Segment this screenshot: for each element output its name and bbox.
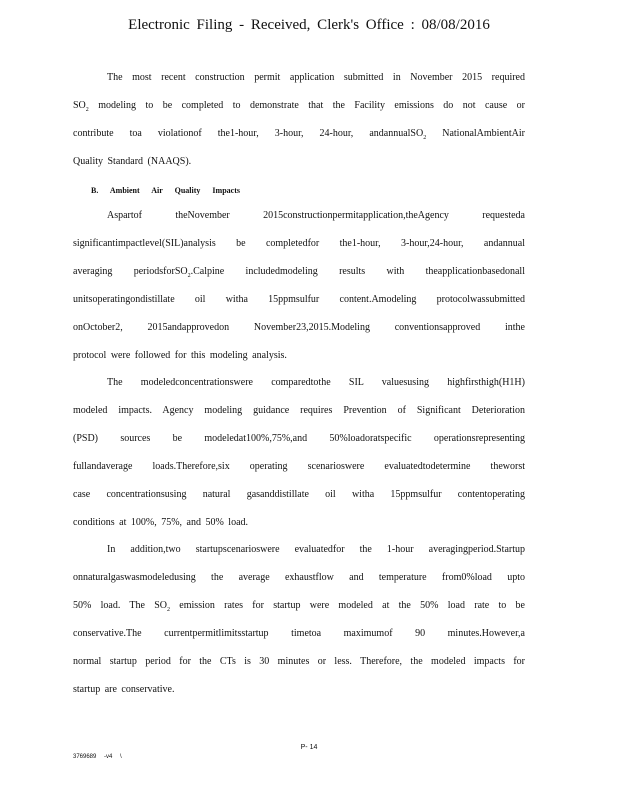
text-line: onnaturalgaswasmodeledusing the average exhaustflow and temperature from0%load upto [73,572,525,583]
text-line: onOctober2, 2015andapprovedon November23,2015.Modeling conventionsapproved inthe [73,322,525,333]
text-line: significantimpactlevel(SIL)analysis be completedfor the1-hour, 3-hour,24-hour, andannual [73,238,525,249]
text-line: case concentrationsusing natural gasanddistillate oil witha 15ppmsulfur contentoperating [73,489,525,500]
text-line: Quality Standard (NAAQS). [73,156,192,167]
text-line: unitsoperatingondistillate oil witha 15ppmsulfur content.Amodeling protocolwassubmitted [73,294,525,305]
text-line: modeled impacts. Agency modeling guidance requires Prevention of Significant Deterioration [73,405,525,416]
text-line: averaging periodsforSO$_2$.Calpine includedmodeling results with theapplicationbasedonall [73,266,525,279]
text-line: (PSD) sources be modeledat100%,75%,and 50%loadoratspecific operationsrepresenting [73,433,525,444]
text-line: contribute toa violationof the1-hour, 3-hour, 24-hour, andannualSO$_2$ NationalAmbientAir [73,128,525,141]
text-line: In addition,two startupscenarioswere evaluatedfor the 1-hour averagingperiod.Startup [107,544,525,555]
text-line: fullandaverage loads.Therefore,six operating scenarioswere evaluatedtodetermine theworst [73,461,525,472]
text-line: conditions at 100%, 75%, and 50% load. [73,517,249,528]
text-line: $SO_2$ modeling to be completed to demonstrate that the Facility emissions do not cause or [73,100,525,113]
document-id: 3769689 -v4 \ [73,754,122,760]
text-line: 50% load. The $SO_2$ emission rates for startup were modeled at the 50% load rate to be [73,600,525,613]
page-number: P- 14 [300,744,318,751]
text-line: normal startup period for the CTs is 30 minutes or less. Therefore, the modeled impacts for [73,656,525,667]
text-line: protocol were followed for this modeling analysis. [73,350,287,361]
filing-stamp-header: Electronic Filing - Received, Clerk's Office : 08/08/2016 [128,17,490,33]
text-line: startup are conservative. [73,684,175,695]
text-line: The modeledconcentrationswere comparedtothe SIL valuesusing highfirsthigh(H1H) [107,377,525,388]
text-line: The most recent construction permit application submitted in November 2015 required [107,72,525,83]
text-line: conservative.The currentpermitlimitsstartup timetoa maximumof 90 minutes.However,a [73,628,525,639]
text-line: Aspartof theNovember 2015constructionpermitapplication,theAgency requesteda [107,210,525,221]
section-heading: B. Ambient Air Quality Impacts [91,186,240,195]
